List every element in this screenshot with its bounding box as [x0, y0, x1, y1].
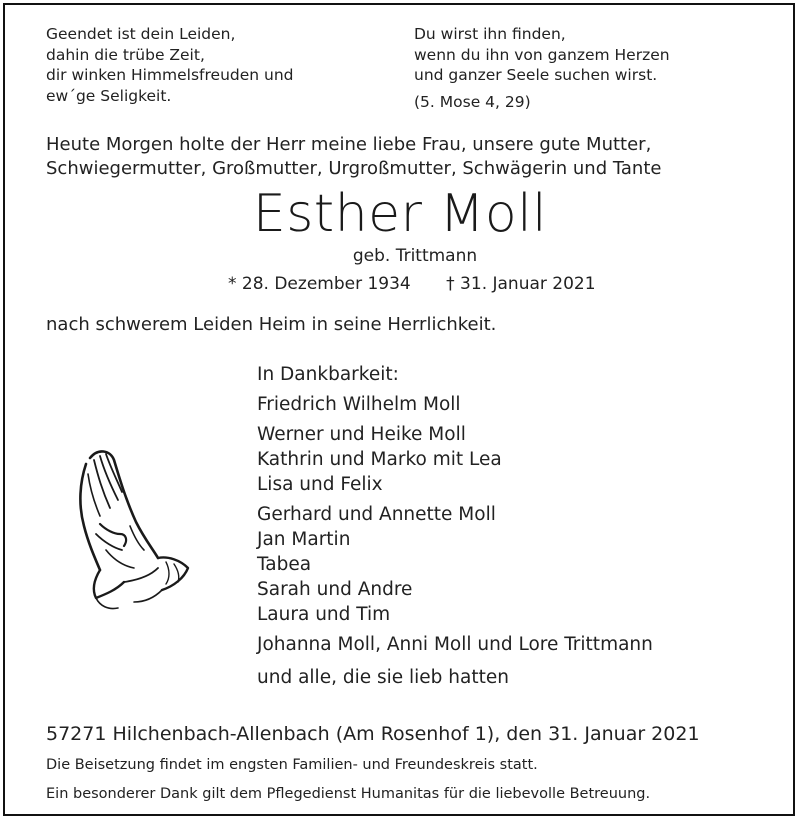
- mourner-group: [257, 632, 653, 657]
- mourners-list: [257, 362, 653, 690]
- verse-line: wenn du ihn von ganzem Herzen: [414, 45, 670, 64]
- intro-text: [46, 133, 661, 181]
- funeral-note: Die Beisetzung findet im engsten Familien- und Freundeskreis statt.: [46, 757, 538, 773]
- verse-line: Geendet ist dein Leiden,: [46, 25, 236, 43]
- verse-line: ew´ge Seligkeit.: [46, 86, 172, 105]
- verse-left: [46, 24, 294, 106]
- deceased-name: Esther Moll: [252, 184, 548, 244]
- life-dates: [228, 273, 596, 295]
- praying-hands-icon: [34, 430, 204, 620]
- mourner-line: Jan Martin: [257, 529, 351, 550]
- mourner-line: Sarah und Andre: [257, 579, 413, 600]
- mourner-line: Kathrin und Marko mit Lea: [257, 449, 502, 470]
- intro-line: Schwiegermutter, Großmutter, Urgroßmutter, Schwägerin und Tante: [46, 158, 662, 179]
- mourner-line: Lisa und Felix: [257, 474, 383, 495]
- mourner-group: [257, 392, 653, 417]
- birth-date: * 28. Dezember 1934: [228, 274, 411, 294]
- postcode: 57271: [46, 723, 107, 745]
- verse-line: dahin die trübe Zeit,: [46, 45, 205, 64]
- mourner-line: Tabea: [257, 554, 312, 575]
- verse-line: und ganzer Seele suchen wirst.: [414, 66, 658, 84]
- verse-line: Du wirst ihn finden,: [414, 25, 566, 43]
- mourner-group: [257, 502, 653, 627]
- mourners-closing: und alle, die sie lieb hatten: [257, 667, 509, 688]
- mourner-line: Johanna Moll, Anni Moll und Lore Trittmann: [257, 634, 653, 655]
- bible-reference: (5. Mose 4, 29): [414, 92, 531, 111]
- mourner-line: Gerhard und Annette Moll: [257, 504, 496, 525]
- mourners-heading: In Dankbarkeit:: [257, 364, 399, 385]
- thanks-note: Ein besonderer Dank gilt dem Pflegedienst Humanitas für die liebevolle Betreuung.: [46, 786, 651, 802]
- homegoing-text: nach schwerem Leiden Heim in seine Herrlichkeit.: [46, 314, 497, 335]
- address-date: (Am Rosenhof 1), den 31. Januar 2021: [335, 723, 700, 745]
- maiden-name: geb. Trittmann: [352, 246, 478, 266]
- intro-line: Heute Morgen holte der Herr meine liebe Frau, unsere gute Mutter,: [46, 134, 652, 155]
- mourner-group: [257, 422, 653, 497]
- verse-line: dir winken Himmelsfreuden und: [46, 66, 294, 84]
- mourner-line: Werner und Heike Moll: [257, 424, 466, 445]
- mourner-line: Laura und Tim: [257, 604, 391, 625]
- verse-right: [414, 24, 670, 112]
- mourner-line: Friedrich Wilhelm Moll: [257, 394, 461, 415]
- town: Hilchenbach-Allenbach: [112, 723, 330, 745]
- death-date: † 31. Januar 2021: [446, 274, 596, 294]
- place-date-line: [46, 722, 700, 747]
